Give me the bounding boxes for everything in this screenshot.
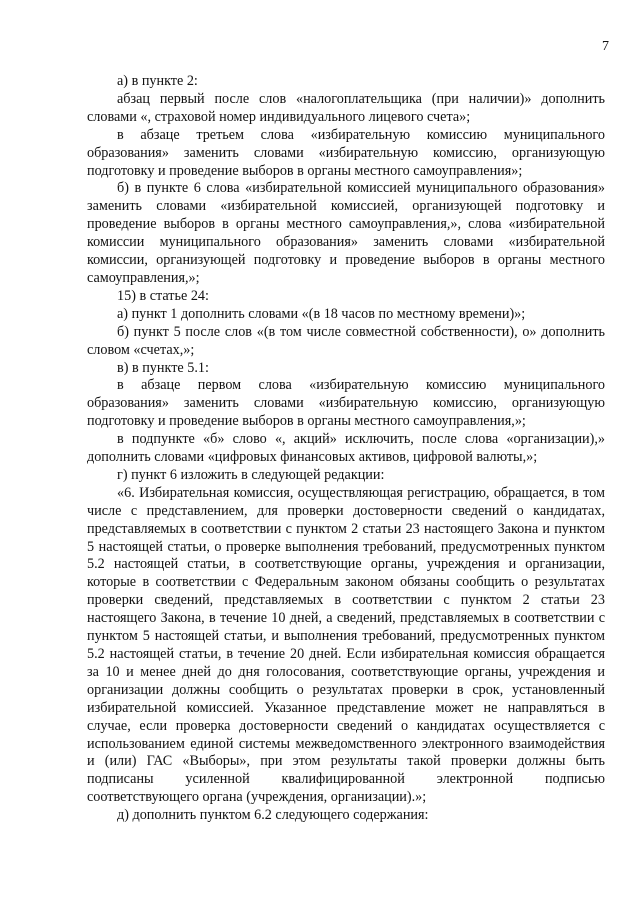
- paragraph-article-24-heading: 15) в статье 24:: [117, 287, 209, 304]
- document-body: [87, 73, 605, 825]
- paragraph-article-24-item-b: б) пункт 5 после слов «(в том числе совместной собственности), о» дополнить словом «счетах,»;: [87, 323, 605, 358]
- paragraph-article-24-item-g: г) пункт 6 изложить в следующей редакции:: [117, 466, 385, 483]
- paragraph-item-a-point-2: а) в пункте 2:: [117, 73, 198, 89]
- paragraph-first-abzac-5-1: в абзаце первом слова «избирательную комиссию муниципального образования» заменить словами «избирательную комиссию, организующую подготовку и проведение выборов в органы местного самоуправления,»;: [87, 377, 605, 430]
- paragraph-item-b-point-6: б) в пункте 6 слова «избирательной комиссией муниципального образования» заменить словами «избирательной комиссией, организующей подготовку и проведение выборов в органы местного самоуправления,», слова «избирательной комиссии муниципального образования» заменить словами «избирательной комиссии, организующей подготовку и проведение выборов в органы местного самоуправления,»;: [87, 180, 605, 286]
- paragraph-third-abzac-amendment: в абзаце третьем слова «избирательную комиссию муниципального образования» заменить словами «избирательную комиссию, организующую подготовку и проведение выборов в органы местного самоуправления»;: [87, 126, 605, 179]
- paragraph-article-24-item-v: в) в пункте 5.1:: [117, 359, 209, 376]
- paragraph-article-24-item-d: д) дополнить пунктом 6.2 следующего содержания:: [117, 807, 429, 824]
- page-number: 7: [602, 39, 609, 54]
- paragraph-new-point-6-text: «6. Избирательная комиссия, осуществляющая регистрацию, обращается, в том числе с представлением, для проверки достоверности сведений о кандидатах, представляемых в соответствии с пунктом 2 статьи 23 настоящего Закона и пунктом 5 настоящей статьи, о проверке выполнения требований, предусмотренных пунктом 5.2 настоящей статьи, в соответствующие органы, учреждения и организации, которые в соответствии с Федеральным законом обязаны сообщить о результатах проверки сведений, представляемых в соответствии с пунктом 2 статьи 23 настоящего Закона, в течение 10 дней, а сведений, представляемых в соответствии с пунктом 5 настоящей статьи, и выполнения требований, предусмотренных пунктом 5.2 настоящей статьи, в течение 20 дней. Если избирательная комиссия обращается за 10 и менее дней до дня голосования, соответствующие органы, учреждения и организации должны сообщить о результатах проверки в срок, установленный избирательной комиссией. Указанное представление может не направляться в случае, если проверка достоверности сведений о кандидатах осуществляется с использованием единой системы межведомственного электронного взаимодействия и (или) ГАС «Выборы», при этом результаты такой проверки должны быть подписаны усиленной квалифицированной электронной подписью соответствующего органа (учреждения, организации).»;: [87, 484, 605, 806]
- paragraph-first-abzac-amendment: абзац первый после слов «налогоплательщика (при наличии)» дополнить словами «, страховой номер индивидуального лицевого счета»;: [87, 90, 605, 125]
- paragraph-article-24-item-a: а) пункт 1 дополнить словами «(в 18 часов по местному времени)»;: [117, 305, 526, 322]
- paragraph-subpoint-b: в подпункте «б» слово «, акций» исключить, после слова «организации),» дополнить словами «цифровых финансовых активов, цифровой валюты,»;: [87, 431, 605, 466]
